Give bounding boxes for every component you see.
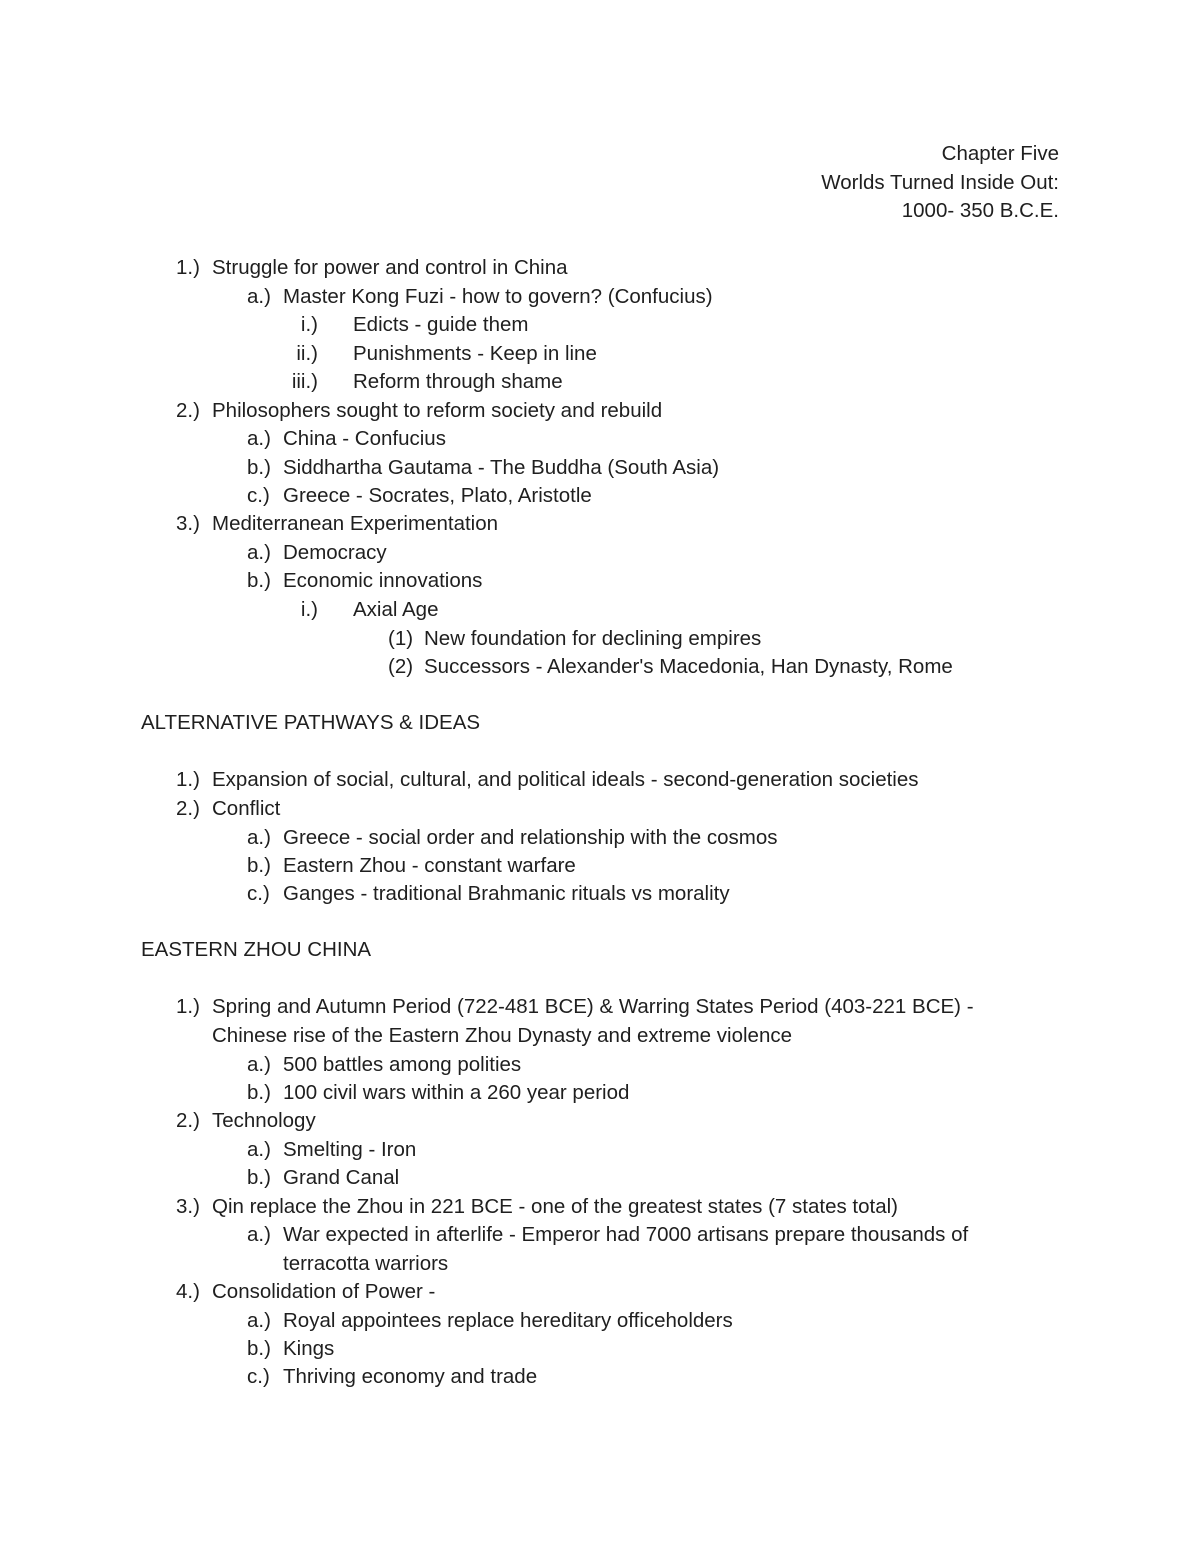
list-item-text: War expected in afterlife - Emperor had 7000 artisans prepare thousands of: [283, 1223, 969, 1246]
list-item: [0, 653, 1200, 682]
list-marker: b.): [247, 1166, 271, 1189]
section-heading: ALTERNATIVE PATHWAYS & IDEAS: [141, 711, 481, 734]
list-item-text: Punishments - Keep in line: [353, 341, 597, 365]
list-item: [0, 1335, 1200, 1364]
list-marker: c.): [247, 1365, 270, 1388]
chapter-number: Chapter Five: [941, 142, 1059, 165]
list-item-text: Royal appointees replace hereditary officeholders: [283, 1308, 733, 1332]
list-item: [0, 539, 1200, 568]
list-marker: iii.): [291, 370, 318, 393]
list-item-text: Mediterranean Experimentation: [212, 512, 499, 535]
list-marker: b.): [247, 854, 271, 877]
list-item: [0, 254, 1200, 283]
list-item-text: Axial Age: [353, 598, 439, 621]
list-item-text: Struggle for power and control in China: [212, 256, 568, 279]
list-marker: b.): [247, 1337, 271, 1360]
list-item: [0, 368, 1200, 397]
list-marker: i.): [300, 598, 318, 621]
list-marker: 3.): [176, 512, 200, 535]
list-item-text: Democracy: [283, 540, 387, 564]
list-marker: 2.): [176, 797, 200, 820]
list-item: [0, 1136, 1200, 1165]
list-marker: b.): [247, 569, 271, 592]
list-item: [0, 397, 1200, 426]
list-item: [0, 625, 1200, 654]
list-item: [0, 1363, 1200, 1392]
list-marker: a.): [247, 1223, 271, 1246]
list-marker: c.): [247, 882, 270, 905]
list-marker: 3.): [176, 1194, 200, 1218]
list-item-text: Grand Canal: [283, 1166, 400, 1189]
list-marker: (2): [388, 655, 414, 678]
list-item-text: Greece - social order and relationship with the cosmos: [283, 825, 778, 849]
list-item: [0, 283, 1200, 312]
list-item-text: Kings: [283, 1337, 335, 1360]
list-marker: b.): [247, 455, 271, 479]
chapter-title: Worlds Turned Inside Out:: [821, 170, 1059, 194]
list-item-text: Master Kong Fuzi - how to govern? (Confucius): [283, 284, 713, 308]
list-item: [0, 766, 1200, 795]
list-item: [0, 824, 1200, 853]
list-item-text: Chinese rise of the Eastern Zhou Dynasty and extreme violence: [212, 1024, 792, 1047]
list-item: [0, 1079, 1200, 1108]
list-item: [0, 1051, 1200, 1080]
list-item-text: Reform through shame: [353, 370, 563, 393]
list-item: [0, 340, 1200, 369]
list-item: [0, 1193, 1200, 1222]
list-marker: 1.): [176, 256, 200, 279]
list-item-text: Spring and Autumn Period (722-481 BCE) & Warring States Period (403-221 BCE) -: [212, 995, 974, 1018]
list-item-text: Consolidation of Power -: [212, 1280, 436, 1303]
chapter-header: [821, 140, 1059, 226]
list-item-continuation: [0, 1250, 1200, 1279]
list-marker: a.): [247, 825, 271, 849]
list-item-text: 100 civil wars within a 260 year period: [283, 1081, 630, 1104]
list-marker: (1): [388, 626, 414, 650]
list-item-text: Greece - Socrates, Plato, Aristotle: [283, 484, 592, 507]
list-marker: a.): [247, 284, 271, 308]
list-marker: 2.): [176, 1109, 200, 1132]
list-marker: a.): [247, 1308, 271, 1332]
list-item-text: Qin replace the Zhou in 221 BCE - one of the greatest states (7 states total): [212, 1194, 898, 1218]
list-item-text: Successors - Alexander's Macedonia, Han Dynasty, Rome: [424, 655, 953, 678]
list-item-text: 500 battles among polities: [283, 1052, 522, 1076]
list-item-text: Expansion of social, cultural, and political ideals - second-generation societies: [212, 768, 919, 791]
list-item-text: New foundation for declining empires: [424, 626, 762, 650]
list-marker: ii.): [296, 341, 318, 365]
list-marker: 4.): [176, 1280, 200, 1303]
chapter-dates: 1000- 350 B.C.E.: [901, 199, 1059, 222]
list-item: [0, 880, 1200, 909]
list-item-text: Edicts - guide them: [353, 313, 529, 336]
list-item-continuation: [0, 1022, 1200, 1051]
list-item: [0, 482, 1200, 511]
list-item: [0, 1164, 1200, 1193]
list-item: [0, 795, 1200, 824]
list-item: [0, 596, 1200, 625]
list-item: [0, 852, 1200, 881]
list-marker: b.): [247, 1081, 271, 1104]
list-item: [0, 454, 1200, 483]
list-item: [0, 510, 1200, 539]
list-item-text: Eastern Zhou - constant warfare: [283, 854, 576, 877]
list-marker: i.): [300, 313, 318, 336]
list-item-text: Technology: [212, 1109, 316, 1132]
list-item-text: Smelting - Iron: [283, 1137, 417, 1161]
list-item-text: Conflict: [212, 797, 281, 820]
list-item: [0, 567, 1200, 596]
list-item: [0, 993, 1200, 1022]
list-item-text: Philosophers sought to reform society and rebuild: [212, 398, 663, 422]
list-item: [0, 1307, 1200, 1336]
list-marker: a.): [247, 427, 271, 450]
list-marker: 2.): [176, 398, 200, 422]
list-item-text: Economic innovations: [283, 569, 483, 592]
list-item-text: China - Confucius: [283, 427, 446, 450]
list-item-text: terracotta warriors: [283, 1251, 449, 1275]
list-item-text: Siddhartha Gautama - The Buddha (South Asia): [283, 455, 720, 479]
list-item-text: Thriving economy and trade: [283, 1365, 538, 1388]
list-item: [0, 1221, 1200, 1250]
list-marker: a.): [247, 1052, 271, 1076]
list-marker: c.): [247, 484, 270, 507]
list-marker: 1.): [176, 768, 200, 791]
list-item: [0, 1278, 1200, 1307]
list-item-text: Ganges - traditional Brahmanic rituals vs morality: [283, 882, 730, 905]
list-marker: 1.): [176, 995, 200, 1018]
list-item: [0, 1107, 1200, 1136]
list-marker: a.): [247, 1137, 271, 1161]
section-heading: EASTERN ZHOU CHINA: [141, 938, 372, 961]
list-item: [0, 425, 1200, 454]
list-item: [0, 311, 1200, 340]
list-marker: a.): [247, 540, 271, 564]
